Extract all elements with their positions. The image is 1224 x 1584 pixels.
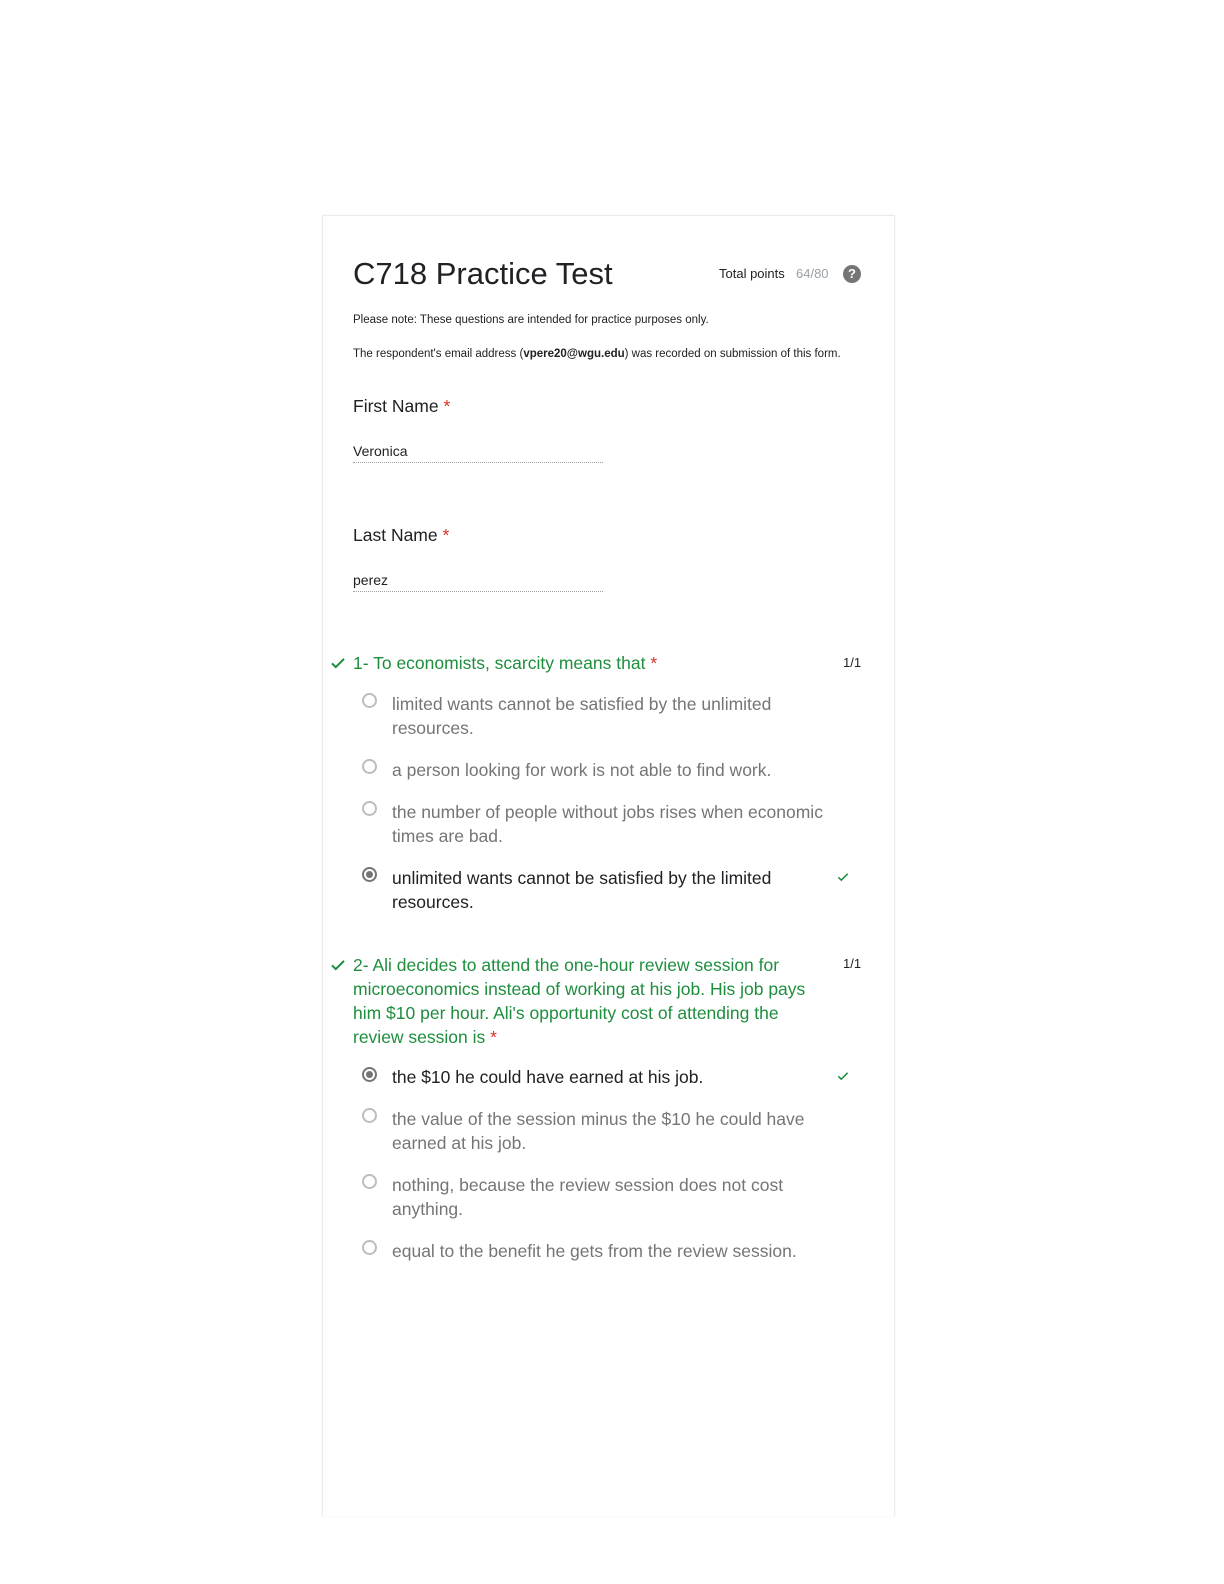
radio-option[interactable]	[362, 1240, 377, 1255]
first-name-label-text: First Name	[353, 396, 439, 416]
check-icon	[329, 654, 347, 672]
radio-option[interactable]	[362, 1108, 377, 1123]
last-name-label-text: Last Name	[353, 525, 438, 545]
correct-check-icon	[836, 870, 850, 884]
radio-option[interactable]	[362, 759, 377, 774]
respondent-email: vpere20@wgu.edu	[523, 348, 625, 360]
radio-option-selected[interactable]	[362, 867, 377, 882]
first-name-field[interactable]: Veronica	[353, 443, 603, 463]
radio-option[interactable]	[362, 693, 377, 708]
email-suffix: ) was recorded on submission of this form.	[624, 348, 841, 360]
question-2-title	[353, 953, 828, 1049]
radio-option[interactable]	[362, 1174, 377, 1189]
required-asterisk: *	[490, 1027, 497, 1047]
option-text-selected: unlimited wants cannot be satisfied by the limited resources.	[392, 868, 772, 912]
first-name-label	[353, 396, 450, 417]
question-1-title	[353, 651, 823, 675]
required-asterisk: *	[443, 396, 451, 416]
option-text-selected: the $10 he could have earned at his job.	[392, 1067, 704, 1087]
radio-option-selected[interactable]	[362, 1067, 377, 1082]
option-text: equal to the benefit he gets from the review session.	[392, 1241, 797, 1261]
last-name-label	[353, 525, 449, 546]
help-icon[interactable]: ?	[843, 265, 861, 283]
form-title: C718 Practice Test	[353, 256, 613, 291]
practice-note: Please note: These questions are intended for practice purposes only.	[353, 314, 709, 326]
question-2-score: 1/1	[843, 956, 862, 971]
last-name-field[interactable]: perez	[353, 572, 603, 592]
option-text: the number of people without jobs rises when economic times are bad.	[392, 802, 823, 846]
email-notice	[353, 348, 841, 360]
total-points-label: Total points	[719, 266, 785, 281]
option-text: a person looking for work is not able to find work.	[392, 760, 772, 780]
question-2-text: 2- Ali decides to attend the one-hour review session for microeconomics instead of working at his job. His job pays him $10 per hour. Ali's opportunity cost of attending the review session is	[353, 955, 806, 1047]
correct-check-icon	[836, 1069, 850, 1083]
check-icon	[329, 956, 347, 974]
option-text: nothing, because the review session does not cost anything.	[392, 1175, 784, 1219]
total-points-value: 64/80	[796, 266, 829, 281]
required-asterisk: *	[442, 525, 450, 545]
option-text: limited wants cannot be satisfied by the unlimited resources.	[392, 694, 772, 738]
question-1-text: 1- To economists, scarcity means that	[353, 653, 646, 673]
required-asterisk: *	[650, 653, 658, 673]
radio-option[interactable]	[362, 801, 377, 816]
form-card	[322, 215, 895, 1516]
option-text: the value of the session minus the $10 he could have earned at his job.	[392, 1109, 805, 1153]
question-1-score: 1/1	[843, 655, 862, 670]
email-prefix: The respondent's email address (	[353, 348, 524, 360]
